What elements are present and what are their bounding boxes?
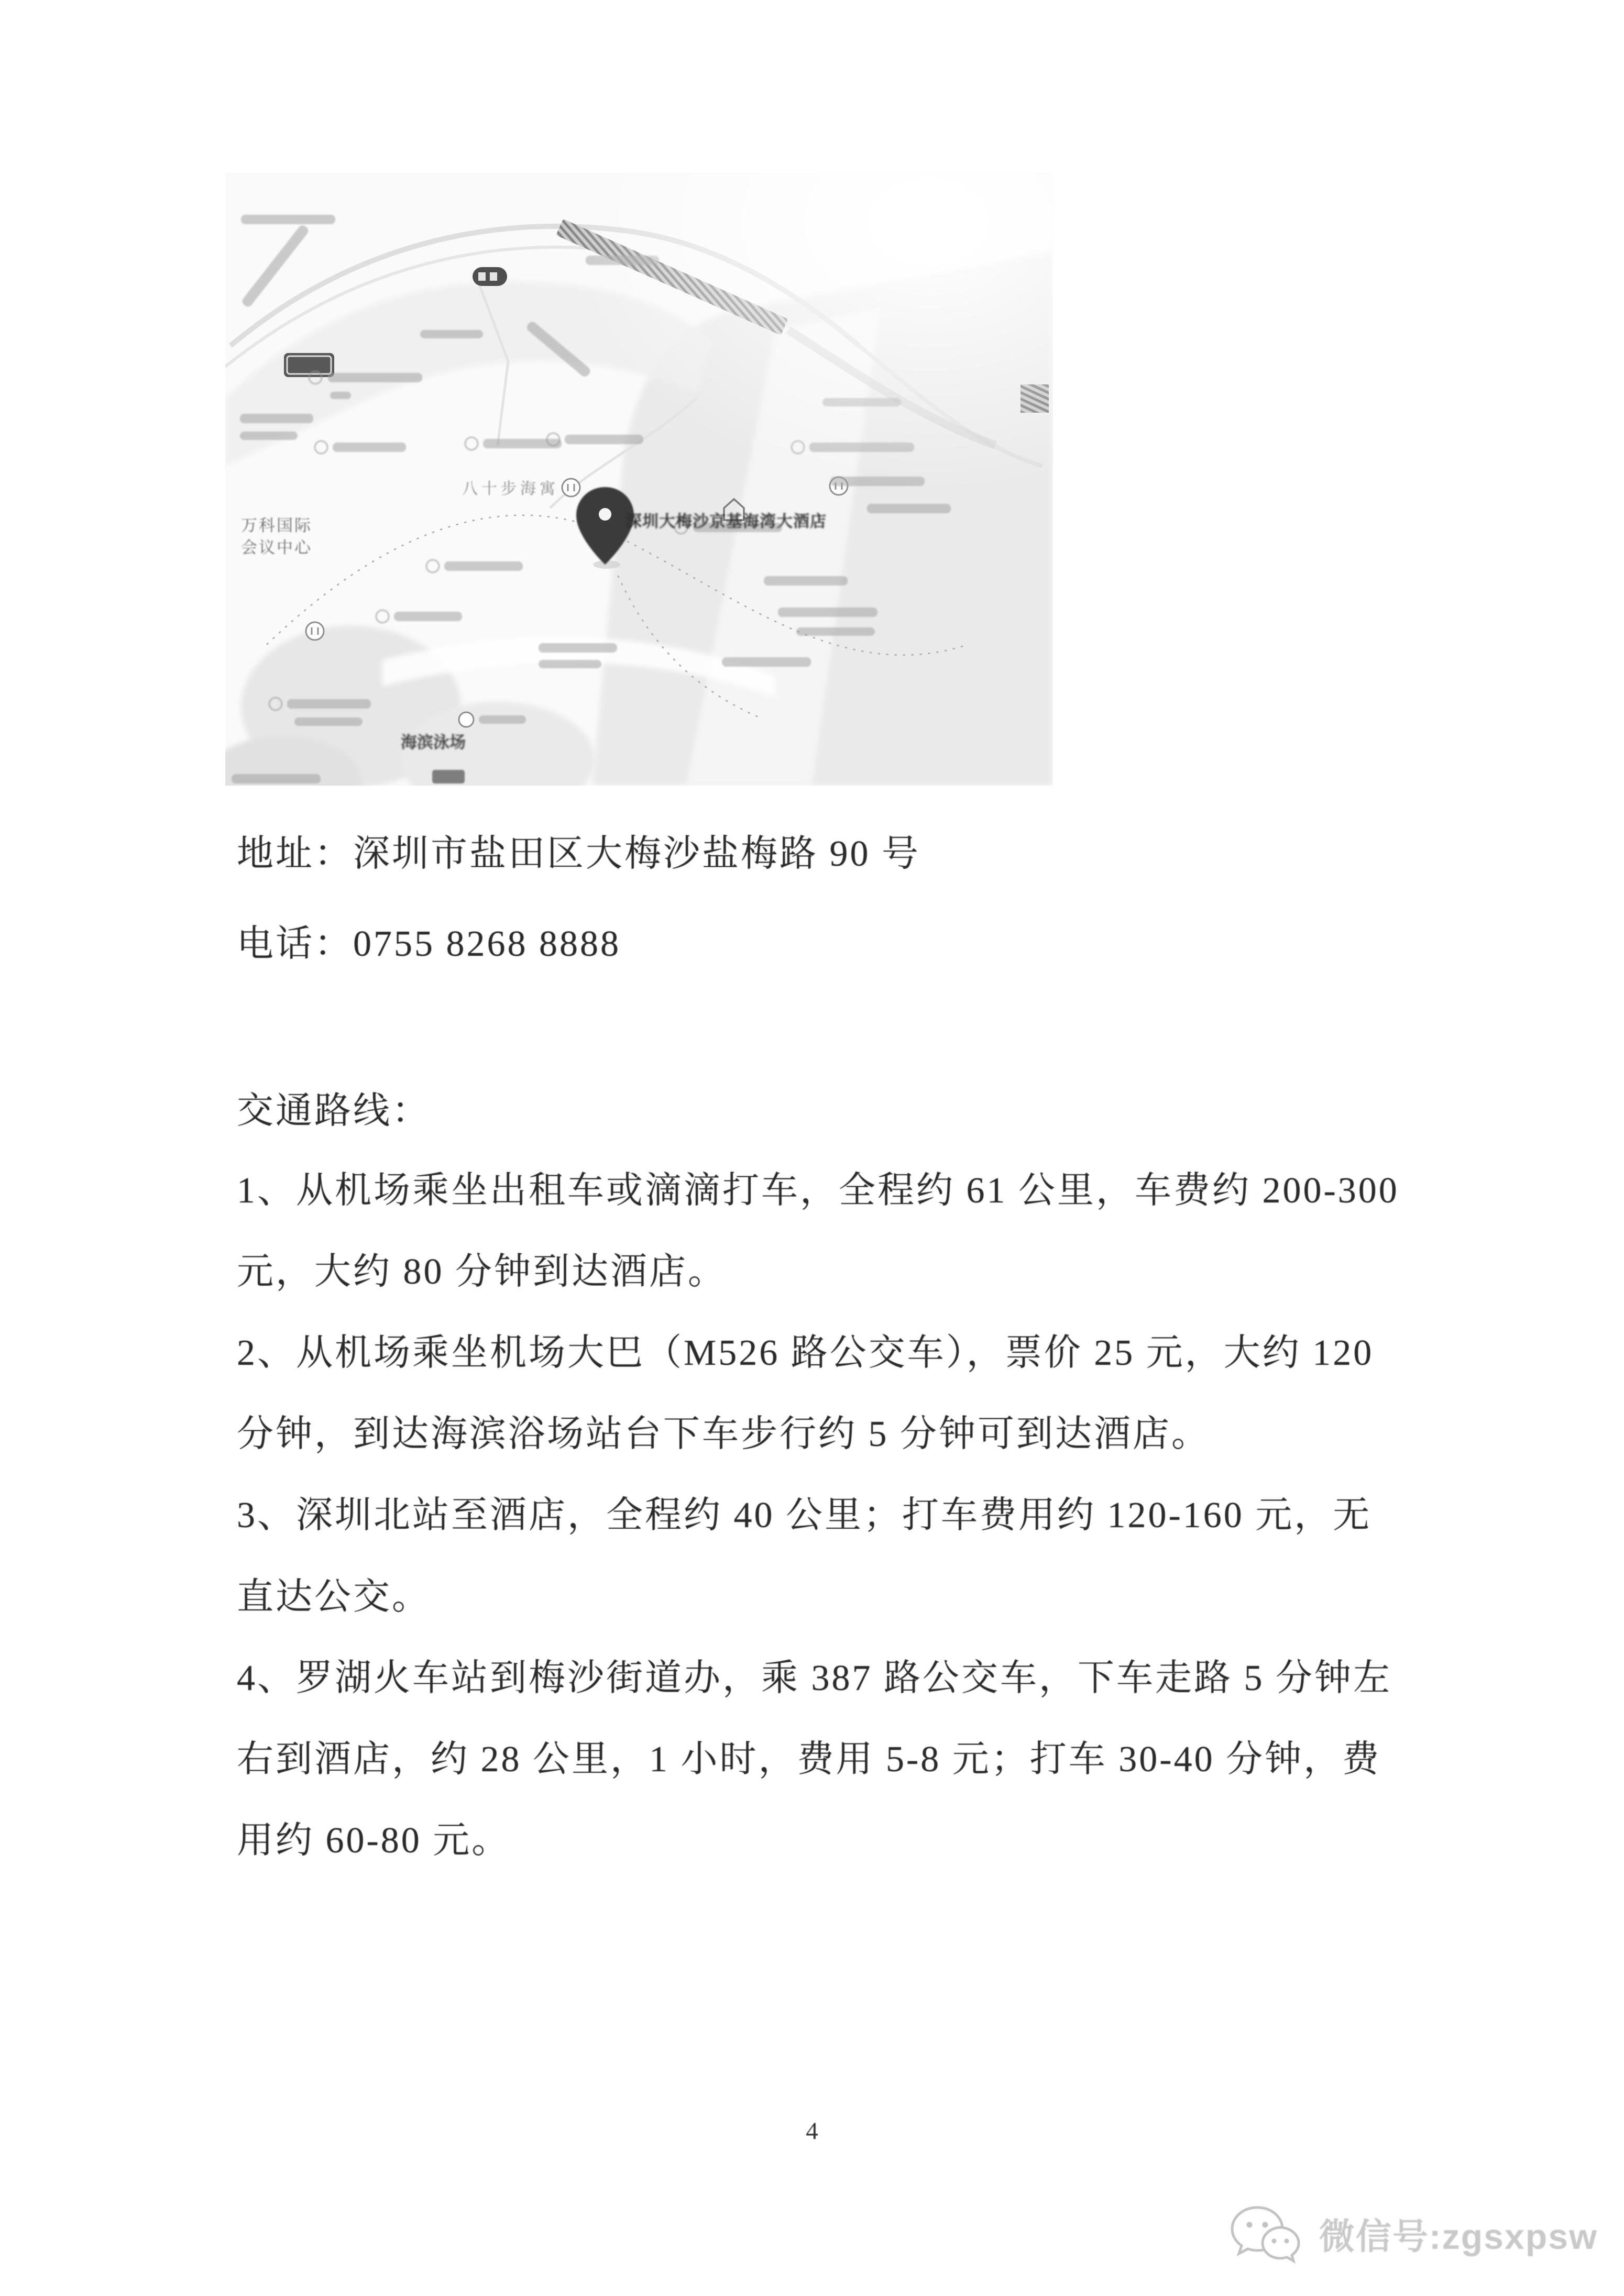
wechat-watermark <box>1226 2194 1598 2273</box>
directions-line: 1、从机场乘坐出租车或滴滴打车，全程约 61 公里，车费约 200-300 <box>237 1171 1399 1211</box>
map-art <box>225 173 1053 786</box>
wechat-icon <box>1226 2200 1304 2267</box>
map-pin-label: 深圳大梅沙京基海湾大酒店 <box>626 512 827 531</box>
address-line: 地址：深圳市盐田区大梅沙盐梅路 90 号 <box>237 834 920 874</box>
phone-line: 电话：0755 8268 8888 <box>237 924 621 964</box>
directions-line: 元，大约 80 分钟到达酒店。 <box>237 1252 727 1292</box>
map-image <box>225 173 1053 786</box>
wechat-id-text: 微信号:zgsxpsw <box>1319 2216 1598 2257</box>
directions-line: 2、从机场乘坐机场大巴（M526 路公交车），票价 25 元，大约 120 <box>237 1333 1374 1373</box>
directions-line: 3、深圳北站至酒店，全程约 40 公里；打车费用约 120-160 元，无 <box>237 1495 1372 1536</box>
directions-line: 右到酒店，约 28 公里，1 小时，费用 5-8 元；打车 30-40 分钟，费 <box>237 1739 1381 1780</box>
directions-line: 分钟，到达海滨浴场站台下车步行约 5 分钟可到达酒店。 <box>237 1414 1210 1454</box>
page-number: 4 <box>806 2117 818 2145</box>
directions-line: 4、罗湖火车站到梅沙街道办，乘 387 路公交车，下车走路 5 分钟左 <box>237 1658 1392 1698</box>
map-label-bashibu-seaside: 八十步海寓 <box>462 480 559 498</box>
directions-line: 用约 60-80 元。 <box>237 1820 511 1861</box>
directions-line: 直达公交。 <box>237 1577 431 1617</box>
map-label-conference-center-line2: 会议中心 <box>241 538 312 557</box>
map-label-conference-center-line1: 万科国际 <box>241 516 312 535</box>
directions-heading: 交通路线： <box>237 1091 431 1131</box>
map-label-beach-park: 海滨泳场 <box>401 733 466 752</box>
